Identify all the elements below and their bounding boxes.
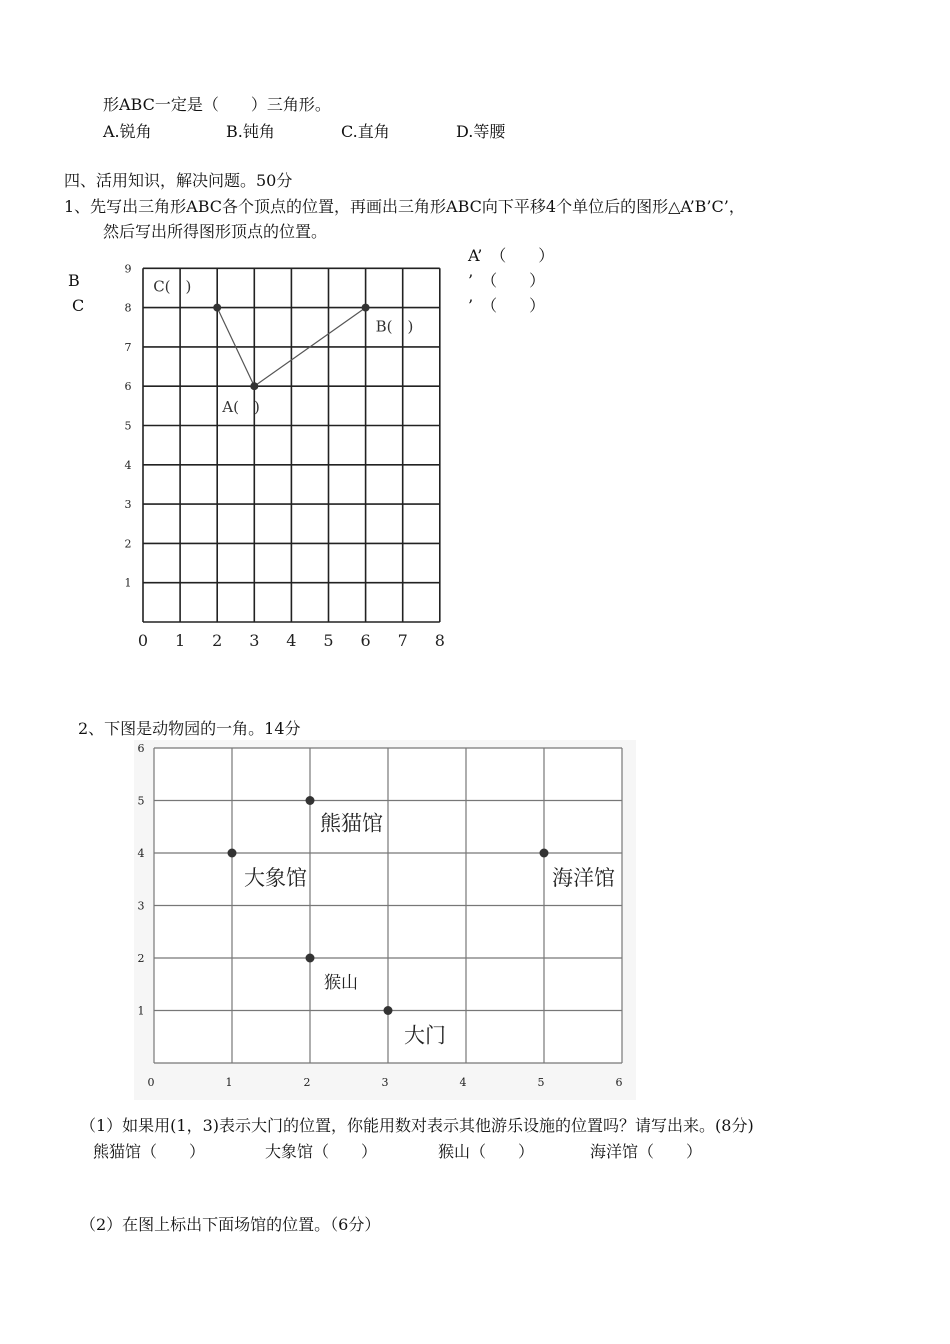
answer-panda: 熊猫馆（ ） bbox=[93, 1142, 206, 1161]
x-tick-label: 4 bbox=[459, 1076, 467, 1089]
x-tick-label: 5 bbox=[537, 1076, 545, 1089]
venue-label: 熊猫馆 bbox=[320, 811, 383, 836]
option-a: A.锐角 bbox=[103, 122, 152, 141]
option-c: C.直角 bbox=[341, 122, 390, 141]
x-tick-label: 3 bbox=[381, 1076, 389, 1089]
x-tick-label: 6 bbox=[360, 631, 371, 650]
answer-b-prime: ’ （ ） bbox=[468, 271, 546, 290]
vertex-label-a: A( ) bbox=[222, 398, 260, 417]
y-tick-label: 6 bbox=[137, 742, 145, 755]
prev-question-stem: 形ABC一定是（ ）三角形。 bbox=[103, 95, 331, 114]
x-tick-label: 6 bbox=[615, 1076, 623, 1089]
venue-point bbox=[540, 849, 549, 858]
q1-instruction-line1: 1、先写出三角形ABC各个顶点的位置，再画出三角形ABC向下平移4个单位后的图形△A’B’C’， bbox=[64, 197, 745, 216]
answer-ocean: 海洋馆（ ） bbox=[590, 1142, 703, 1161]
x-tick-label: 7 bbox=[397, 631, 408, 650]
x-tick-label: 3 bbox=[249, 631, 260, 650]
option-d: D.等腰 bbox=[456, 122, 506, 141]
y-tick-label: 1 bbox=[137, 1004, 145, 1018]
side-label-c: C bbox=[72, 296, 85, 315]
vertex-label-b: B( ) bbox=[375, 317, 414, 336]
y-tick-label: 7 bbox=[124, 340, 132, 354]
y-tick-label: 5 bbox=[137, 794, 145, 808]
y-tick-label: 3 bbox=[137, 899, 145, 913]
y-tick-label: 2 bbox=[124, 537, 132, 551]
x-tick-label: 1 bbox=[175, 631, 186, 650]
venue-point bbox=[306, 954, 315, 963]
side-label-b: B bbox=[68, 271, 80, 290]
venue-label: 猴山 bbox=[324, 973, 358, 993]
y-tick-label: 5 bbox=[124, 419, 132, 433]
venue-label: 海洋馆 bbox=[552, 866, 615, 890]
x-tick-label: 1 bbox=[225, 1076, 233, 1089]
section-heading: 四、活用知识，解决问题。50分 bbox=[64, 171, 293, 190]
y-tick-label: 1 bbox=[124, 576, 132, 590]
q1-instruction-line2: 然后写出所得图形顶点的位置。 bbox=[103, 222, 328, 241]
venue-point bbox=[228, 849, 237, 858]
y-tick-label: 3 bbox=[124, 498, 132, 512]
x-tick-label: 5 bbox=[323, 631, 334, 650]
answer-monkey: 猴山（ ） bbox=[438, 1142, 535, 1161]
answer-a-prime: A’ （ ） bbox=[468, 246, 555, 265]
x-tick-label: 4 bbox=[286, 631, 297, 650]
answer-c-prime: ’ （ ） bbox=[468, 296, 546, 315]
venue-point bbox=[306, 796, 315, 805]
x-tick-label: 2 bbox=[212, 631, 223, 650]
x-tick-label: 2 bbox=[303, 1076, 311, 1089]
q2-title: 2、下图是动物园的一角。14分 bbox=[78, 719, 301, 738]
venue-point bbox=[384, 1006, 393, 1015]
y-tick-label: 4 bbox=[124, 458, 132, 472]
x-tick-label: 0 bbox=[147, 1076, 155, 1089]
venue-label: 大象馆 bbox=[244, 866, 307, 890]
q2-sub2: （2）在图上标出下面场馆的位置。（6分） bbox=[80, 1215, 381, 1234]
vertex-point-b bbox=[362, 304, 370, 312]
y-tick-label: 8 bbox=[124, 301, 132, 315]
q2-sub1: （1）如果用(1，3)表示大门的位置，你能用数对表示其他游乐设施的位置吗？请写出来。(8分) bbox=[80, 1116, 754, 1135]
y-tick-label: 9 bbox=[124, 262, 132, 276]
answer-elephant: 大象馆（ ） bbox=[265, 1142, 378, 1161]
vertex-label-c: C( ) bbox=[153, 277, 192, 296]
y-tick-label: 6 bbox=[124, 380, 132, 394]
y-tick-label: 4 bbox=[137, 847, 145, 860]
option-b: B.钝角 bbox=[226, 122, 275, 141]
zoo-map-grid bbox=[0, 740, 950, 1100]
y-tick-label: 2 bbox=[137, 952, 145, 965]
vertex-point-c bbox=[213, 304, 221, 312]
x-tick-label: 8 bbox=[434, 631, 445, 650]
x-tick-label: 0 bbox=[137, 631, 149, 650]
vertex-point-a bbox=[250, 382, 258, 390]
venue-label: 大门 bbox=[404, 1023, 446, 1048]
